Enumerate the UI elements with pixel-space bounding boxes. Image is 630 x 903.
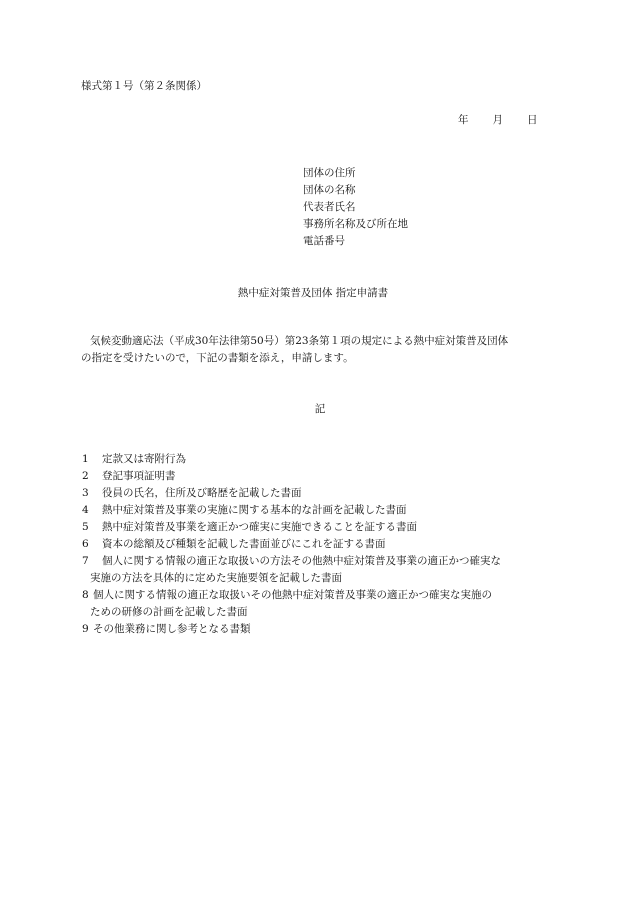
applicant-address-label: 団体の住所: [303, 167, 356, 179]
form-label: 様式第１号（第２条関係）: [81, 80, 207, 92]
list-item-text: 登記事項証明書: [102, 470, 176, 482]
list-item-number: 5: [82, 521, 89, 533]
list-item-text: 資本の総額及び種類を記載した書面並びにこれを証する書面: [102, 538, 386, 550]
representative-name-label: 代表者氏名: [303, 201, 356, 213]
list-item: [81, 538, 561, 555]
list-item-text: 個人に関する情報の適正な取扱いその他熱中症対策普及事業の適正かつ確実な実施の: [93, 589, 492, 601]
date-month: 月: [492, 114, 503, 126]
body-paragraph: [81, 335, 561, 369]
list-item-text: その他業務に関し参考となる書類: [93, 623, 251, 635]
list-item-number: 9: [82, 623, 89, 635]
list-item: [81, 504, 561, 521]
list-item-text: 熱中症対策普及事業の実施に関する基本的な計画を記載した書面: [102, 504, 407, 516]
applicant-block: [303, 167, 408, 252]
list-item-continuation: [81, 572, 561, 589]
attachment-list: [81, 453, 561, 640]
list-item-number: 3: [82, 487, 89, 499]
list-item-continuation-text: 実施の方法を具体的に定めた実施要領を記載した書面: [90, 572, 342, 584]
document-title: [0, 287, 630, 300]
office-location-label: 事務所名称及び所在地: [303, 218, 408, 230]
list-item-text: 定款又は寄附行為: [102, 453, 186, 465]
list-item-number: 1: [82, 453, 89, 465]
list-item: [81, 589, 561, 606]
list-item: [81, 555, 561, 572]
list-item-continuation-text: ための研修の計画を記載した書面: [90, 606, 248, 618]
list-item: [81, 487, 561, 504]
list-item: [81, 470, 561, 487]
date-line: [458, 114, 538, 127]
list-item-text: 役員の氏名，住所及び略歴を記載した書面: [102, 487, 302, 499]
applicant-name-label: 団体の名称: [303, 184, 356, 196]
phone-number-label: 電話番号: [303, 235, 345, 247]
date-day: 日: [527, 114, 538, 126]
list-item-text: 熱中症対策普及事業を適正かつ確実に実施できることを証する書面: [102, 521, 417, 533]
list-item-text: 個人に関する情報の適正な取扱いの方法その他熱中症対策普及事業の適正かつ確実な: [102, 555, 501, 567]
ki-heading: 記: [314, 403, 326, 415]
document-title-text: 熱中症対策普及団体 指定申請書: [237, 287, 389, 299]
list-item: [81, 453, 561, 470]
body-line-2: の指定を受けたいので，下記の書類を添え，申請します。: [81, 352, 354, 364]
date-year: 年: [458, 114, 469, 126]
list-item: [81, 623, 561, 640]
list-item-number: 4: [82, 504, 89, 516]
list-item-number: 7: [82, 555, 89, 567]
list-item-number: 8: [82, 589, 89, 601]
list-item-number: 2: [82, 470, 89, 482]
list-item: [81, 521, 561, 538]
body-line-1: 気候変動適応法（平成30年法律第50号）第23条第１項の規定による熱中症対策普及団体: [90, 335, 509, 347]
list-item-continuation: [81, 606, 561, 623]
list-item-number: 6: [82, 538, 89, 550]
